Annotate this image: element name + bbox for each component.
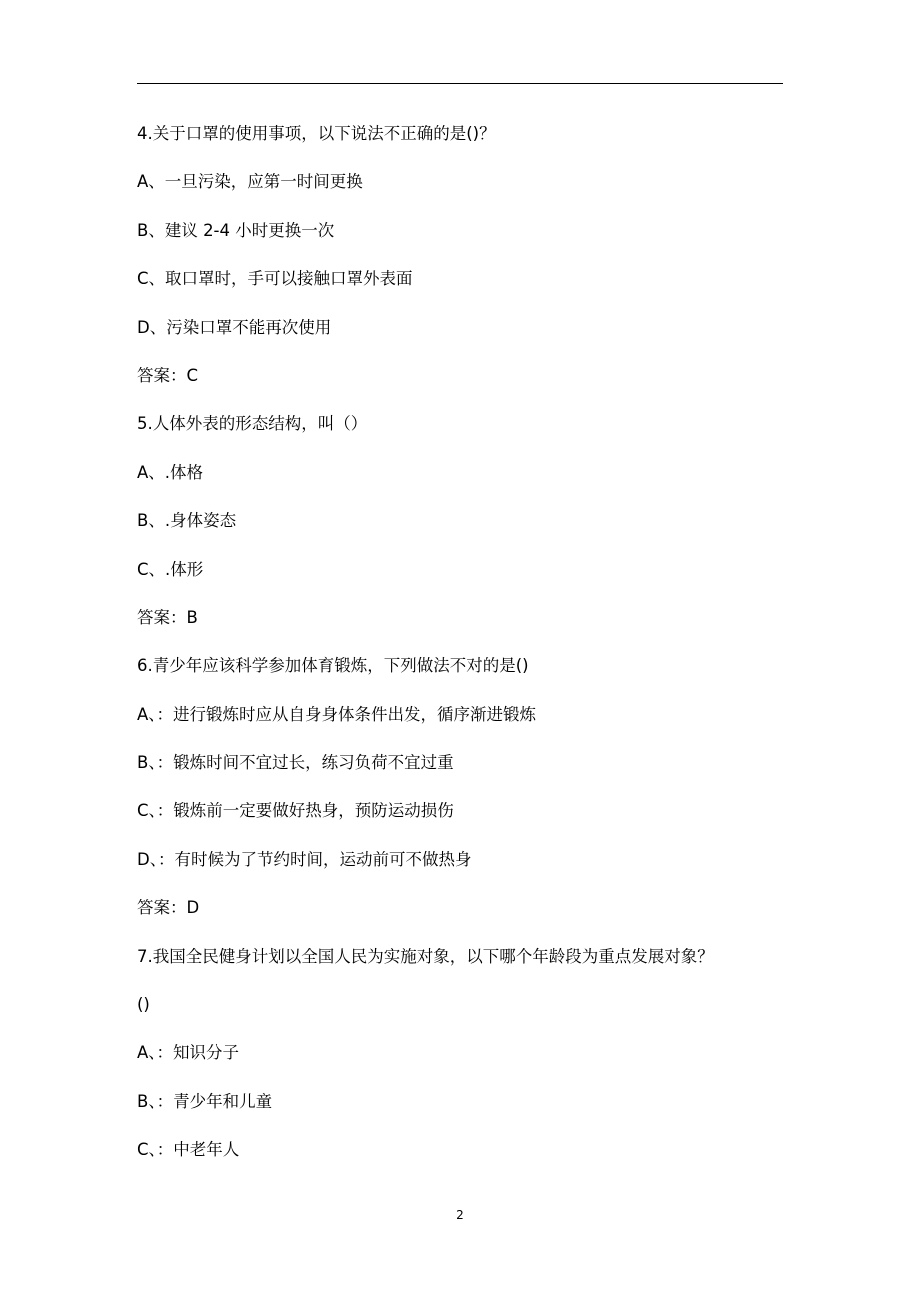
question-5-option-a: A、.体格: [137, 462, 204, 482]
document-body: [137, 118, 797, 1183]
question-4-option-d: D、污染口罩不能再次使用: [137, 317, 332, 337]
question-4-stem: 4.关于口罩的使用事项，以下说法不正确的是()？: [137, 124, 496, 143]
question-7-option-c: C、：中老年人: [137, 1140, 240, 1160]
question-5-stem: 5.人体外表的形态结构，叫（）: [137, 414, 368, 434]
question-6-option-b: B、：锻炼时间不宜过长，练习负荷不宜过重: [137, 753, 454, 773]
question-4-option-a: A、一旦污染，应第一时间更换: [137, 172, 363, 192]
question-7-stem: 7.我国全民健身计划以全国人民为实施对象，以下哪个年龄段为重点发展对象？: [137, 946, 714, 966]
header-rule: [137, 83, 783, 84]
question-7-option-a: A、：知识分子: [137, 1043, 240, 1063]
question-7-stem-continued: (): [137, 995, 150, 1015]
question-5-answer: 答案：B: [137, 607, 198, 627]
question-4-option-c: C、取口罩时，手可以接触口罩外表面: [137, 269, 413, 289]
question-4-answer: 答案：C: [137, 365, 199, 385]
question-6-stem: 6.青少年应该科学参加体育锻炼，下列做法不对的是(): [137, 656, 529, 676]
question-6-option-d: D、：有时候为了节约时间，运动前可不做热身: [137, 849, 472, 869]
question-5-option-c: C、.体形: [137, 559, 204, 579]
question-6-answer: 答案：D: [137, 898, 200, 918]
question-5-option-b: B、.身体姿态: [137, 511, 237, 531]
question-7-option-b: B、：青少年和儿童: [137, 1091, 273, 1111]
question-6-option-a: A、：进行锻炼时应从自身身体条件出发，循序渐进锻炼: [137, 704, 537, 724]
question-6-option-c: C、：锻炼前一定要做好热身，预防运动损伤: [137, 801, 454, 821]
page-number: 2: [456, 1208, 464, 1222]
question-4-option-b: B、建议 2-4 小时更换一次: [137, 220, 335, 240]
